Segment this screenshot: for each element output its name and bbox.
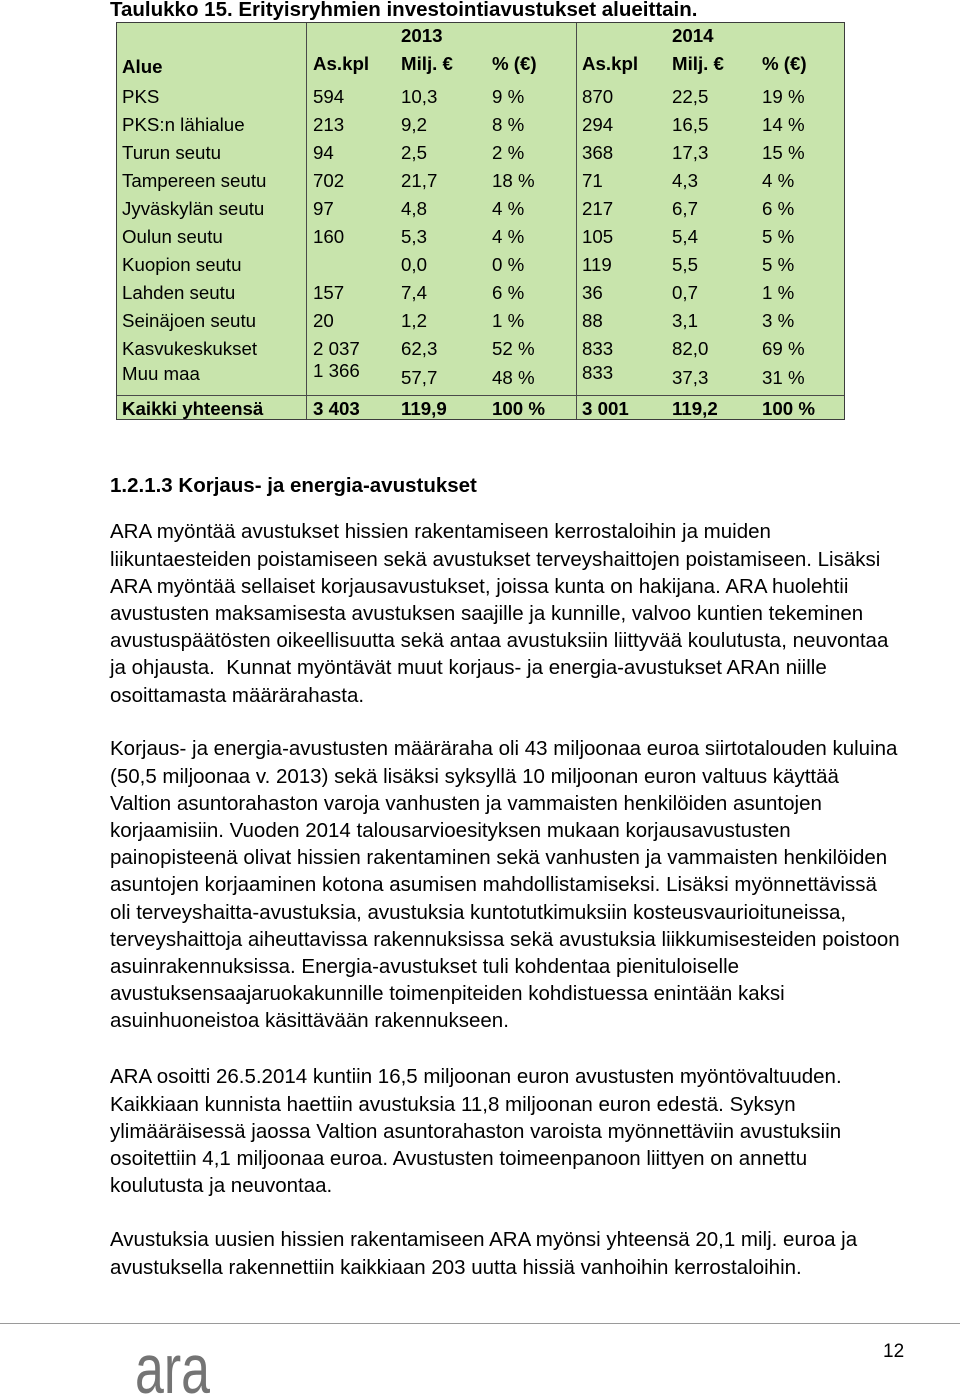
table-cell: 20 [313,310,334,331]
table-cell: 702 [313,170,345,191]
table-cell: 217 [582,198,614,219]
text-line: osoitettiin 4,1 miljoonaa euroa. Avustusten toimeenpanoon liittyen on annettu [110,1147,808,1170]
column-header: % (€) [762,53,807,74]
table-cell: 3 % [762,310,795,331]
region-name: Kasvukeskukset [122,338,258,359]
text-line: liikuntaesteiden poistamiseen sekä avustukset terveyshaittojen poistamiseen. Lisäksi [110,547,881,571]
table-cell: 6,7 [672,198,698,219]
total-cell: 100 % [492,398,545,419]
table-cell: 5 % [762,254,795,275]
table-cell: 37,3 [672,367,709,388]
table-cell: 94 [313,142,334,163]
table-cell: 160 [313,226,345,247]
text-line: terveyshaittoja aiheuttavissa rakennuksissa sekä avustuksia liikkumisesteiden poistoon [110,927,900,951]
table-cell: 2 % [492,142,525,163]
table-cell: 14 % [762,114,805,135]
table-cell: 2,5 [401,142,427,163]
total-cell: 3 403 [313,398,360,419]
region-name: Jyväskylän seutu [122,198,265,219]
table-cell: 3,1 [672,310,698,331]
total-cell: 3 001 [582,398,629,419]
table-cell: 17,3 [672,142,709,163]
table-row [117,114,844,136]
region-name: Seinäjoen seutu [122,310,257,331]
text-line: avustuspäätösten oikeellisuutta sekä antaa avustuksiin liittyvää koulutusta, neuvontaa [110,629,889,653]
region-name: Muu maa [122,363,200,384]
table-cell: 71 [582,170,603,191]
total-row-divider [117,395,844,396]
table-cell: 6 % [492,282,525,303]
table-cell: 0,7 [672,282,698,303]
year-header: 2014 [672,25,714,46]
table-cell: 4,8 [401,198,427,219]
table-cell: 18 % [492,170,535,191]
table-cell: 4,3 [672,170,698,191]
table-cell: 1 366 [313,360,360,381]
region-name: PKS:n lähialue [122,114,245,135]
table-cell: 97 [313,198,334,219]
column-header: Milj. € [401,53,453,74]
region-name: Tampereen seutu [122,170,267,191]
table-cell: 1,2 [401,310,427,331]
table-cell: 4 % [492,226,525,247]
table-row [117,310,844,332]
table-row [117,254,844,276]
column-header: As.kpl [313,53,370,74]
table-row [117,338,844,360]
table-year-header [117,25,844,47]
data-table [116,22,845,420]
table-cell: 294 [582,114,614,135]
text-line: Valtion asuntorahaston varoja vanhusten ja vammaisten henkilöiden asuntojen [110,791,822,815]
text-line: Avustuksia uusien hissien rakentamiseen ARA myönsi yhteensä 20,1 milj. euroa ja [110,1228,858,1252]
table-cell: 1 % [762,282,795,303]
table-cell: 62,3 [401,338,438,359]
table-row [117,86,844,108]
table-cell: 4 % [492,198,525,219]
text-line: osoittamasta määrärahasta. [110,683,365,707]
text-line: korjaamisiin. Vuoden 2014 talousarvioesityksen mukaan korjausavustusten [110,819,791,842]
text-line: painopisteenä olivat hissien rakentaminen sekä vanhusten ja vammaisten henkilöiden [110,846,888,870]
table-cell: 5 % [762,226,795,247]
table-cell: 5,5 [672,254,698,275]
table-column-header [117,53,844,75]
text-line: oli terveyshaitta-avustuksia, avustuksia kuntotutkimuksiin kosteusvaurioituneissa, [110,900,847,924]
region-name: Lahden seutu [122,282,236,303]
table-caption: Taulukko 15. Erityisryhmien investointiavustukset alueittain. [110,0,698,21]
table-cell: 105 [582,226,614,247]
total-cell: 100 % [762,398,815,419]
table-cell: 8 % [492,114,525,135]
table-row [117,170,844,192]
table-cell: 10,3 [401,86,438,107]
table-row [117,282,844,304]
total-cell: 119,9 [401,398,447,419]
table-cell: 7,4 [401,282,427,303]
table-cell: 36 [582,282,603,303]
column-header-region: Alue [122,56,163,77]
table-cell: 69 % [762,338,805,359]
page-number: 12 [883,1341,905,1362]
table-cell: 57,7 [401,367,438,388]
text-line: avustuksensaajaruokakunnille toimenpiteiden kohdistuessa enintään kaksi [110,982,785,1006]
table-cell: 21,7 [401,170,438,191]
region-name: Turun seutu [122,142,222,163]
region-name: PKS [122,86,160,107]
table-cell: 368 [582,142,614,163]
table-cell: 594 [313,86,345,107]
paragraph-3 [110,1063,842,1199]
text-line: asuinrakennuksissa. Energia-avustukset tuli kohdentaa pienituloiselle [110,955,740,979]
total-label: Kaikki yhteensä [122,398,264,419]
text-line: asuntojen korjaaminen kotona asumisen mahdollistamiseksi. Lisäksi myönnettävissä [110,873,877,897]
table-row [117,360,844,388]
table-cell: 0 % [492,254,525,275]
table-cell: 5,4 [672,226,698,247]
footer-divider [0,1323,960,1324]
table-cell: 88 [582,310,603,331]
text-line: avustuksella rakennettiin kaikkiaan 203 uutta hissiä vanhoihin kerrostaloihin. [110,1255,802,1279]
text-line: koulutusta ja neuvontaa. [110,1174,333,1198]
table-cell: 833 [582,338,614,359]
table-cell: 52 % [492,338,535,359]
paragraph-4 [110,1226,857,1280]
region-name: Kuopion seutu [122,254,242,275]
total-cell: 119,2 [672,398,718,419]
text-line: (50,5 miljoonaa v. 2013) sekä lisäksi syksyllä 10 miljoonan euron valtuus käyttää [110,764,839,788]
column-header: % (€) [492,53,537,74]
text-line: asuinhuoneistoa käsittävään rakennukseen. [110,1009,509,1033]
text-line: ja ohjausta. Kunnat myöntävät muut korjaus- ja energia-avustukset ARAn niille [110,656,827,680]
text-line: avustusten maksamisesta avustuksen saajille ja kunnille, valvoo kuntien tekeminen [110,602,864,625]
table-cell: 19 % [762,86,805,107]
text-line: Korjaus- ja energia-avustusten määräraha oli 43 miljoonaa euroa siirtotalouden kuluina [110,737,898,761]
table-cell: 119 [582,254,612,275]
ara-logo-text: ara [135,1330,211,1395]
table-row [117,198,844,220]
table-cell: 31 % [762,367,805,388]
region-name: Oulun seutu [122,226,223,247]
column-header: Milj. € [672,53,724,74]
section-heading: 1.2.1.3 Korjaus- ja energia-avustukset [110,474,477,498]
year-header: 2013 [401,25,443,46]
table-cell: 2 037 [313,338,360,359]
table-cell: 9 % [492,86,525,107]
table-cell: 22,5 [672,86,709,107]
table-cell: 833 [582,362,614,383]
table-total-row [117,398,844,420]
text-line: ARA myöntää sellaiset korjausavustukset, joissa kunta on hakijana. ARA huolehtii [110,574,849,598]
text-line: ARA osoitti 26.5.2014 kuntiin 16,5 miljoonan euron avustusten myöntövaltuuden. [110,1065,842,1089]
paragraph-2 [110,735,900,1034]
table-cell: 213 [313,114,345,135]
table-row [117,226,844,248]
table-cell: 870 [582,86,614,107]
text-line: ylimääräisessä jaossa Valtion asuntorahaston varoista myönnettäviin avustuksiin [110,1119,842,1143]
table-cell: 82,0 [672,338,709,359]
text-line: Kaikkiaan kunnista haettiin avustuksia 11,8 miljoonan euron edestä. Syksyn [110,1092,796,1116]
ara-logo [128,1332,224,1395]
column-header: As.kpl [582,53,639,74]
table-cell: 5,3 [401,226,427,247]
table-cell: 0,0 [401,254,427,275]
table-row [117,142,844,164]
table-cell: 9,2 [401,114,427,135]
table-cell: 1 % [492,310,525,331]
paragraph-1 [110,518,888,708]
table-cell: 6 % [762,198,795,219]
table-cell: 4 % [762,170,795,191]
table-cell: 48 % [492,367,535,388]
text-line: ARA myöntää avustukset hissien rakentamiseen kerrostaloihin ja muiden [110,520,771,544]
table-cell: 16,5 [672,114,709,135]
table-cell: 157 [313,282,345,303]
table-cell: 15 % [762,142,805,163]
